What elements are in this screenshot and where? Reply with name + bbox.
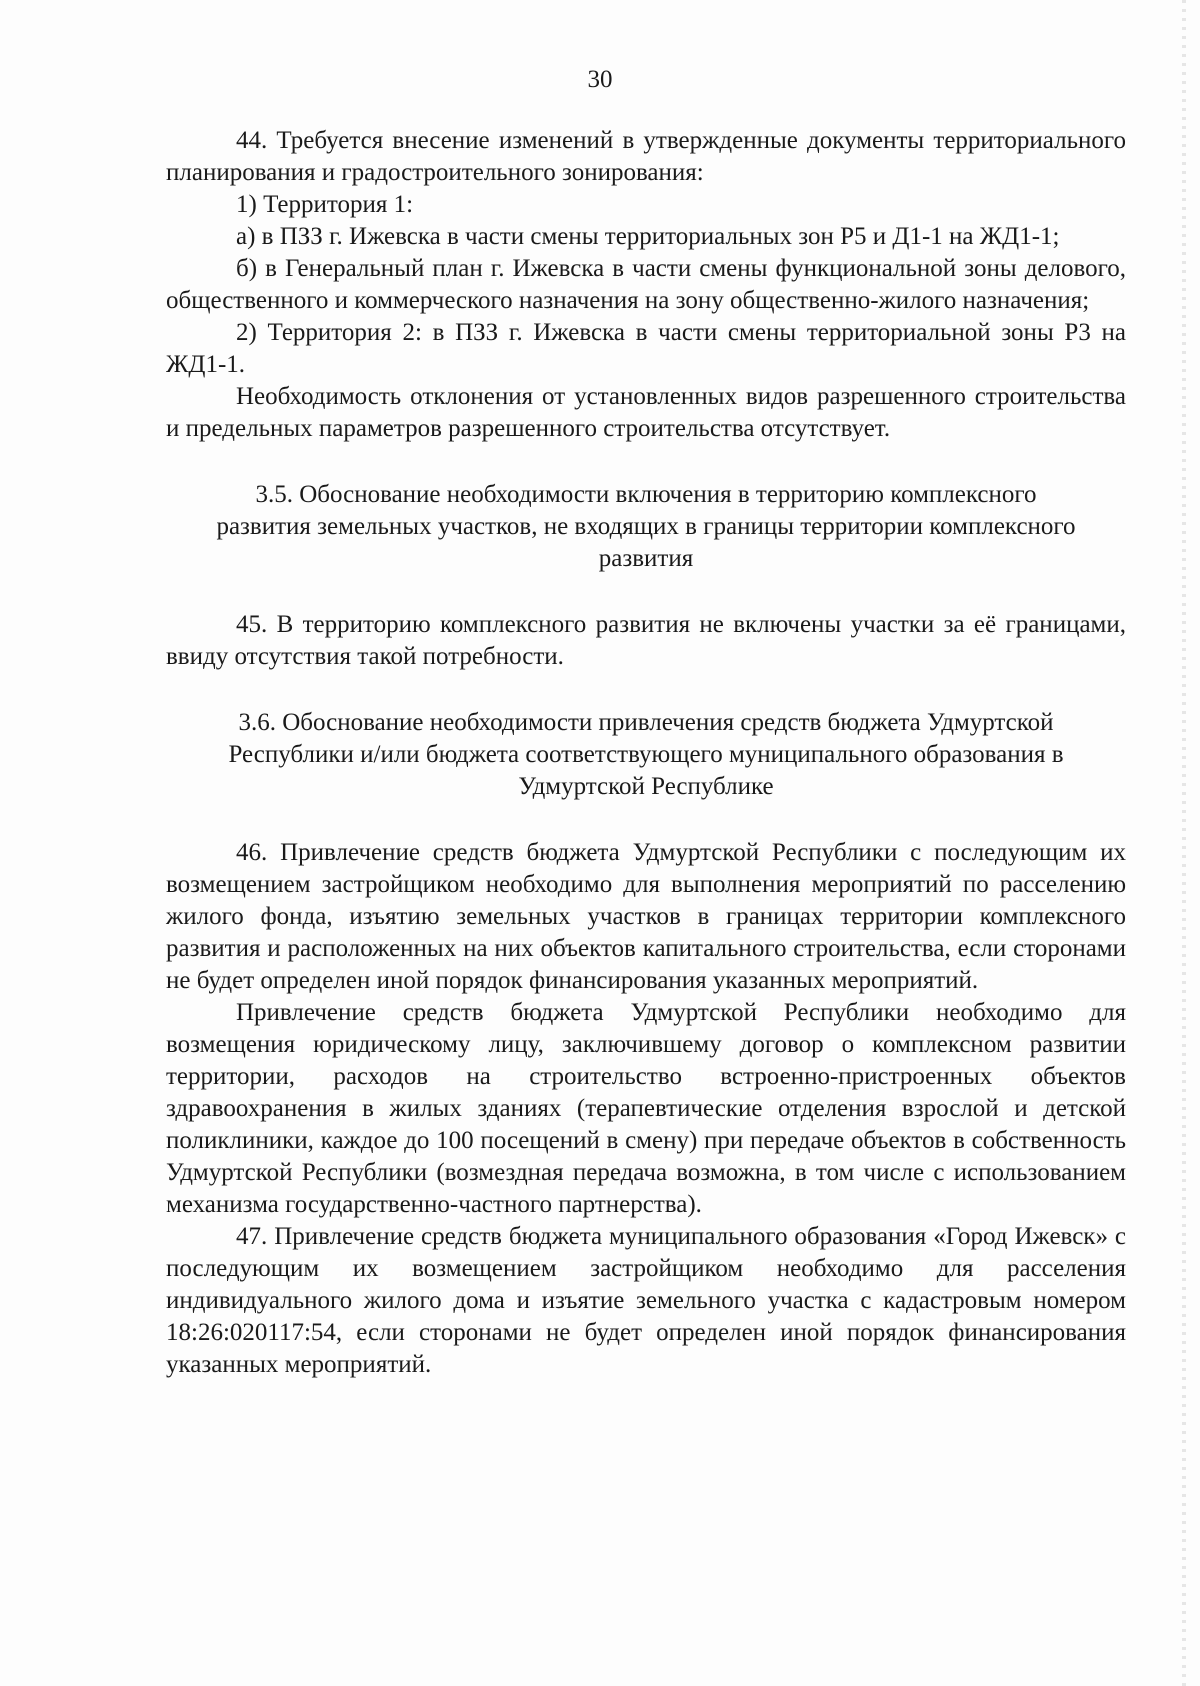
paragraph-46-second: Привлечение средств бюджета Удмуртской Республики необходимо для возмещения юридическому лицу, заключившему договор о комплексном развитии территории, расходов на строительство встроенно-пристроенных объектов здравоохранения в жилых зданиях (терапевтические отделения взрослой и детской поликлиники, каждое до 100 посещений в смену) при передаче объектов в собственность Удмуртской Республики (возмездная передача возможна, в том числе с использованием механизма государственно-частного партнерства). <box>166 999 1126 1218</box>
paragraph-45: 45. В территорию комплексного развития не включены участки за её границами, ввиду отсутствия такой потребности. <box>166 611 1126 670</box>
page-number: 30 <box>587 66 613 93</box>
paragraph-44-territory-1b: б) в Генеральный план г. Ижевска в части смены функциональной зоны делового, общественного и коммерческого назначения на зону общественно-жилого назначения; <box>166 255 1126 314</box>
paragraph-44-territory-2: 2) Территория 2: в ПЗЗ г. Ижевска в части смены территориальной зоны Р3 на ЖД1-1. <box>166 319 1126 378</box>
scan-edge-mark <box>1182 0 1186 1686</box>
section-heading-3-6: 3.6. Обоснование необходимости привлечения средств бюджета Удмуртской Республики и/или бюджета соответствующего муниципального образования в Удмуртской Республике <box>228 709 1064 800</box>
paragraph-44-deviation: Необходимость отклонения от установленных видов разрешенного строительства и предельных параметров разрешенного строительства отсутствует. <box>166 383 1126 442</box>
section-heading-3-5: 3.5. Обоснование необходимости включения в территорию комплексного развития земельных участков, не входящих в границы территории комплексного развития <box>216 481 1076 572</box>
paragraph-47: 47. Привлечение средств бюджета муниципального образования «Город Ижевск» с последующим их возмещением застройщиком необходимо для расселения индивидуального жилого дома и изъятие земельного участка с кадастровым номером 18:26:020117:54, если сторонами не будет определен иной порядок финансирования указанных мероприятий. <box>166 1223 1126 1378</box>
paragraph-46: 46. Привлечение средств бюджета Удмуртской Республики с последующим их возмещением застройщиком необходимо для выполнения мероприятий по расселению жилого фонда, изъятию земельных участков в границах территории комплексного развития и расположенных на них объектов капитального строительства, если сторонами не будет определен иной порядок финансирования указанных мероприятий. <box>166 839 1126 994</box>
document-body <box>166 125 1126 1381</box>
paragraph-44-territory-1a: а) в ПЗЗ г. Ижевска в части смены территориальных зон Р5 и Д1-1 на ЖД1-1; <box>236 223 1060 250</box>
paragraph-44-intro: 44. Требуется внесение изменений в утвержденные документы территориального планирования и градостроительного зонирования: <box>166 127 1126 186</box>
paragraph-44-territory-1: 1) Территория 1: <box>236 191 414 218</box>
